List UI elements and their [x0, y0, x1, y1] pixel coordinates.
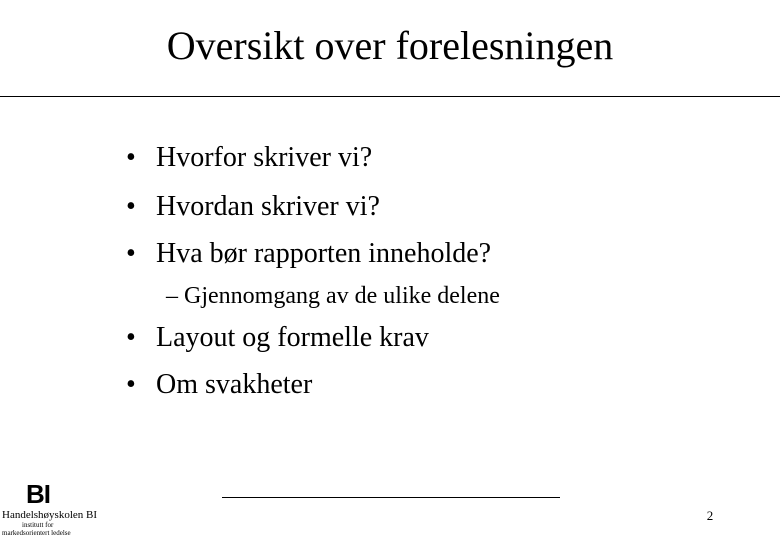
logo-institute: institutt for [22, 521, 54, 529]
title-divider [0, 96, 780, 97]
bullet-dot: • [126, 142, 136, 173]
bullet-text: Hvordan skriver vi? [156, 191, 380, 222]
bullet-item [126, 321, 429, 355]
bullet-dot: • [126, 322, 136, 353]
bullet-item [126, 237, 491, 271]
bullet-text: Layout og formelle krav [156, 322, 429, 353]
logo-department: markedsorientert ledelse [2, 529, 71, 537]
logo-mark: BI [26, 479, 50, 509]
logo-name: Handelshøyskolen BI [2, 509, 98, 521]
bi-logo [2, 479, 98, 538]
bullet-item [126, 141, 372, 175]
bullet-text: Hva bør rapporten inneholde? [156, 238, 492, 269]
sub-bullet: – Gjennomgang av de ulike delene [166, 283, 500, 309]
bullet-text: Om svakheter [156, 369, 313, 400]
page-number: 2 [706, 508, 714, 523]
footer-divider [222, 497, 560, 498]
bullet-text: Hvorfor skriver vi? [156, 142, 373, 173]
bullet-dot: • [126, 191, 136, 222]
bullet-item [126, 190, 380, 224]
slide-title: Oversikt over forelesningen [166, 23, 614, 68]
bullet-dot: • [126, 369, 136, 400]
bullet-dot: • [126, 238, 136, 269]
bullet-item [126, 368, 312, 402]
